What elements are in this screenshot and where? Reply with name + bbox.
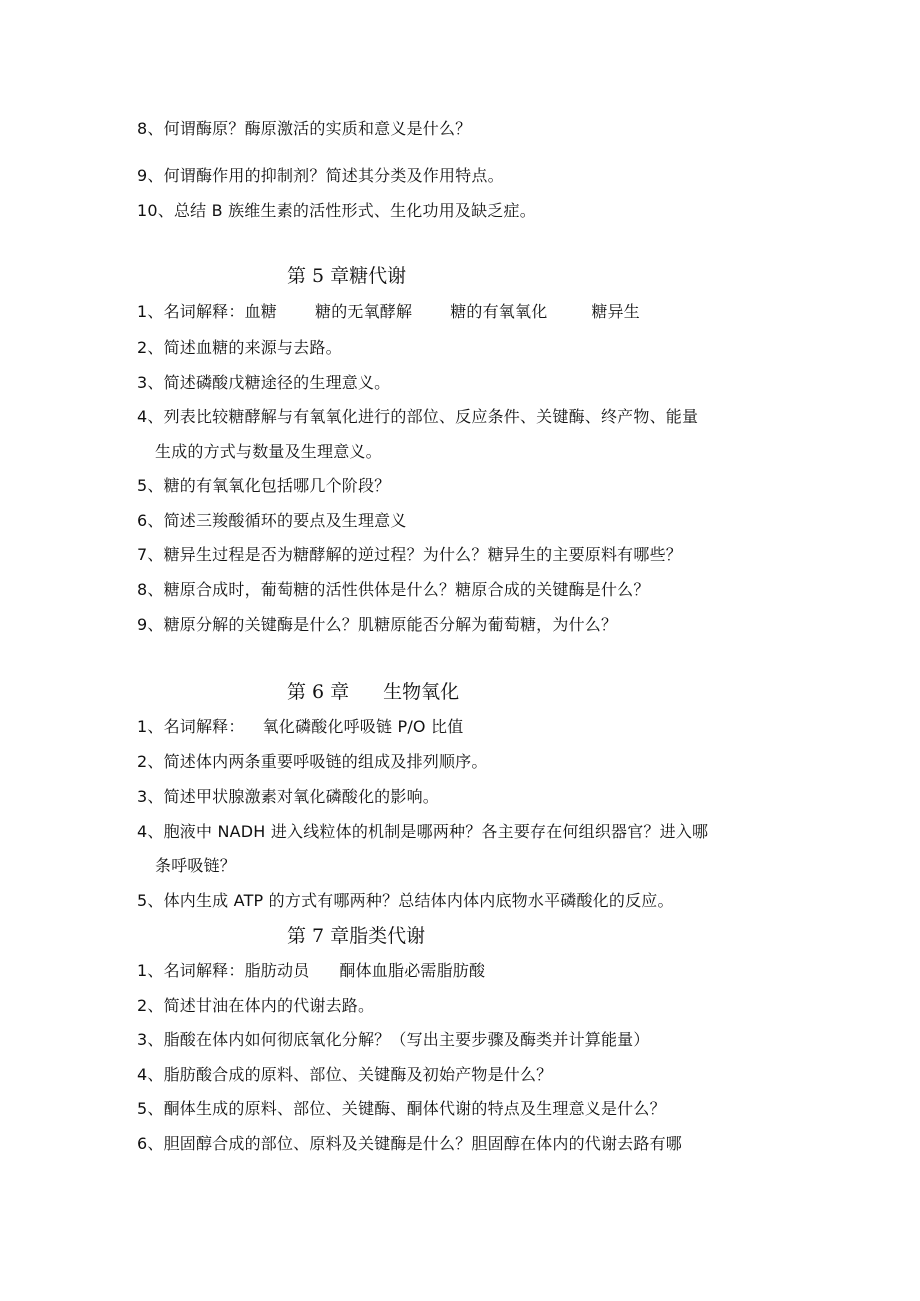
ch5-question-1 (137, 302, 640, 322)
chapter-7-heading: 第 7 章脂类代谢 (287, 925, 426, 947)
ch6-question-3: 3、简述甲状腺激素对氧化磷酸化的影响。 (137, 787, 439, 806)
ch7-question-5: 5、酮体生成的原料、部位、关键酶、酮体代谢的特点及生理意义是什么？ (137, 1099, 666, 1118)
ch7-question-6: 6、胆固醇合成的部位、原料及关键酶是什么？胆固醇在体内的代谢去路有哪 (137, 1134, 682, 1153)
ch5-question-2: 2、简述血糖的来源与去路。 (137, 338, 342, 357)
ch5-question-9: 9、糖原分解的关键酶是什么？肌糖原能否分解为葡萄糖，为什么？ (137, 615, 618, 634)
ch5-q1-term: 糖异生 (591, 302, 641, 321)
chapter-5-heading: 第 5 章糖代谢 (287, 265, 407, 287)
ch7-question-4: 4、脂肪酸合成的原料、部位、关键酶及初始产物是什么？ (137, 1065, 553, 1084)
question-10: 10、总结 B 族维生素的活性形式、生化功用及缺乏症。 (137, 201, 536, 220)
ch6-question-4: 4、胞液中 NADH 进入线粒体的机制是哪两种？各主要存在何组织器官？进入哪 (137, 822, 709, 841)
ch6-question-5: 5、体内生成 ATP 的方式有哪两种？总结体内体内底物水平磷酸化的反应。 (137, 891, 674, 910)
ch6-question-1 (137, 717, 463, 737)
ch7-question-3: 3、脂酸在体内如何彻底氧化分解？（写出主要步骤及酶类并计算能量） (137, 1030, 650, 1049)
chapter-6-heading (287, 680, 459, 704)
ch7-q1-term: 脂肪动员 (244, 961, 310, 980)
ch7-q1-prefix: 1、名词解释： (137, 961, 245, 980)
ch7-question-1 (137, 961, 485, 981)
ch5-q1-term: 糖的有氧氧化 (450, 302, 548, 321)
ch5-question-3: 3、简述磷酸戊糖途径的生理意义。 (137, 373, 391, 392)
ch5-question-4-cont: 生成的方式与数量及生理意义。 (155, 442, 382, 461)
ch5-question-4: 4、列表比较糖酵解与有氧氧化进行的部位、反应条件、关键酶、终产物、能量 (137, 407, 699, 426)
ch5-q1-term: 糖的无氧酵解 (315, 302, 413, 321)
ch5-question-8: 8、糖原合成时，葡萄糖的活性供体是什么？糖原合成的关键酶是什么？ (137, 580, 650, 599)
ch7-question-2: 2、简述甘油在体内的代谢去路。 (137, 996, 375, 1015)
chapter-6-title: 生物氧化 (383, 681, 460, 703)
question-9: 9、何谓酶作用的抑制剂？简述其分类及作用特点。 (137, 166, 504, 185)
question-8: 8、何谓酶原？酶原激活的实质和意义是什么？ (137, 119, 472, 138)
ch7-q1-term: 酮体血脂必需脂肪酸 (339, 961, 486, 980)
ch5-q1-term: 血糖 (244, 302, 277, 321)
ch6-question-2: 2、简述体内两条重要呼吸链的组成及排列顺序。 (137, 752, 488, 771)
ch5-question-5: 5、糖的有氧氧化包括哪几个阶段？ (137, 476, 391, 495)
chapter-6-number: 第 6 章 (287, 681, 350, 703)
ch6-q1-terms: 氧化磷酸化呼吸链 P/O 比值 (262, 717, 464, 736)
ch5-question-7: 7、糖异生过程是否为糖酵解的逆过程？为什么？糖异生的主要原料有哪些？ (137, 545, 682, 564)
ch5-q1-prefix: 1、名词解释： (137, 302, 245, 321)
ch5-question-6: 6、简述三羧酸循环的要点及生理意义 (137, 511, 407, 530)
ch6-question-4-cont: 条呼吸链？ (155, 856, 237, 875)
ch6-q1-prefix: 1、名词解释： (137, 717, 245, 736)
